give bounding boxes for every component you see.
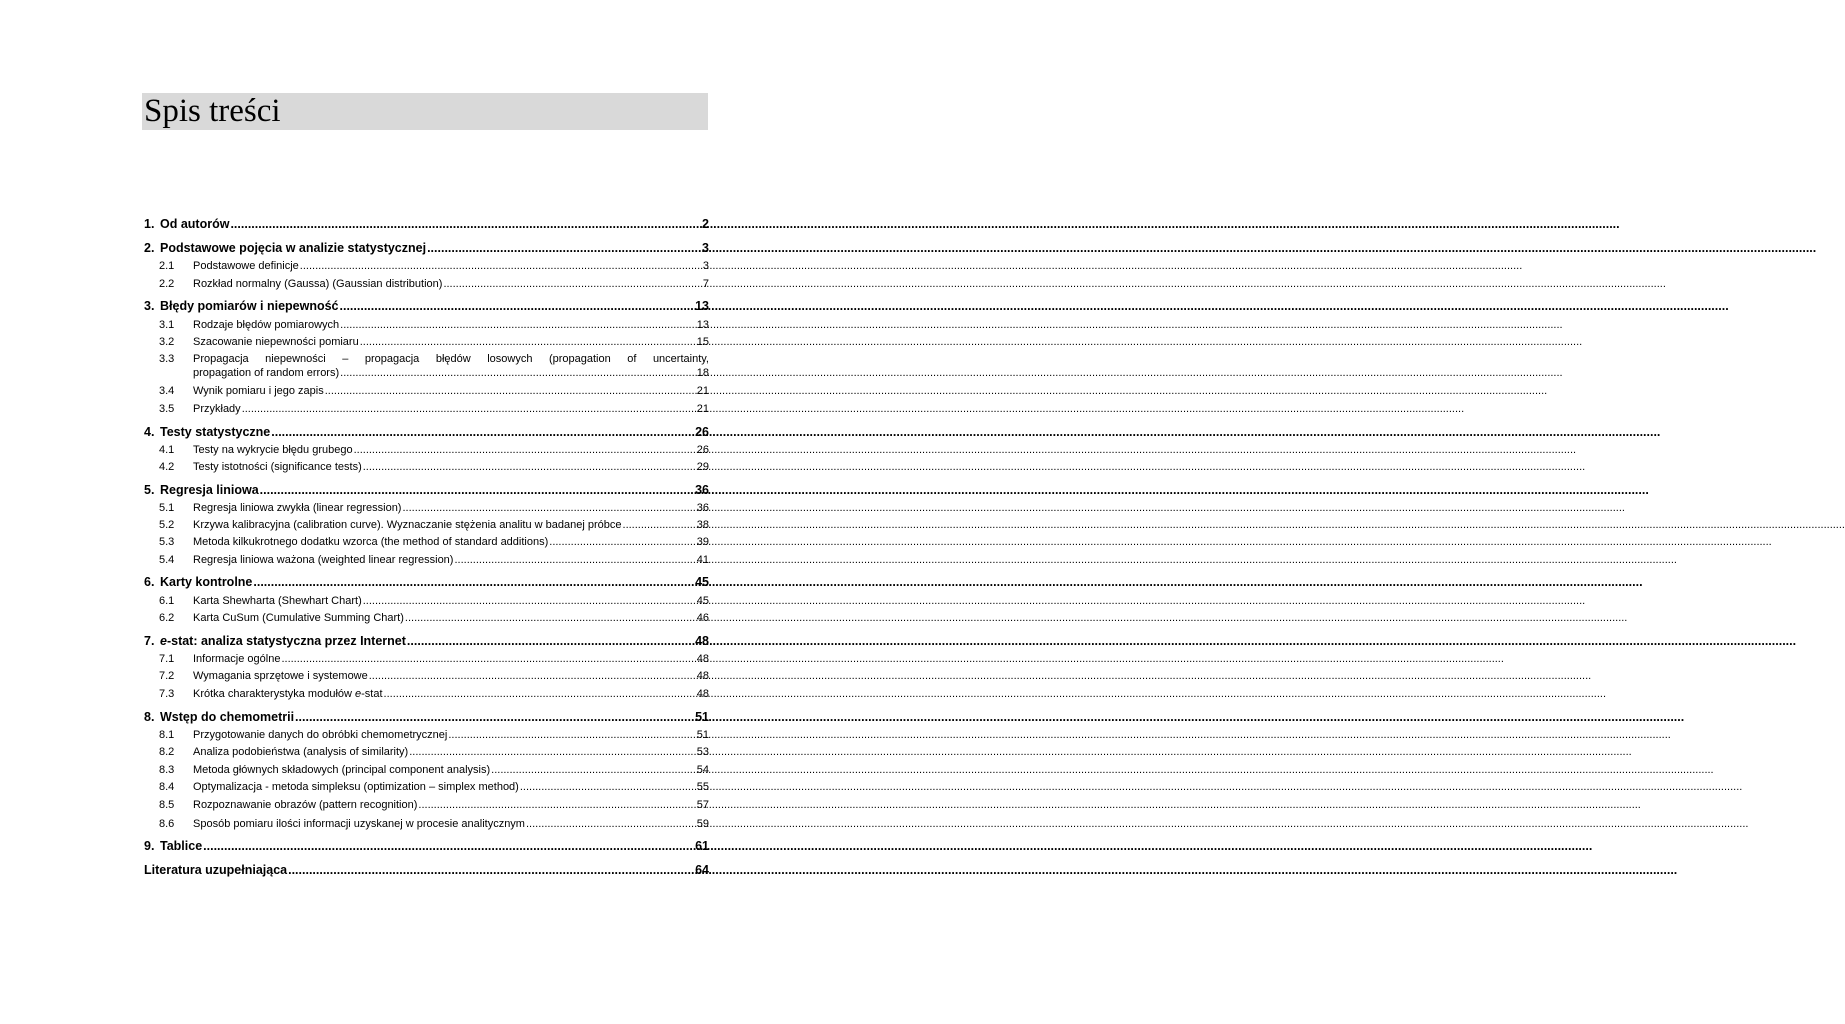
- toc-number: 5.3: [159, 536, 175, 548]
- toc-page: 54: [696, 764, 709, 776]
- toc-title-rest: -stat: analiza statystyczna przez Internet: [166, 634, 406, 648]
- toc-title-line2: propagation of random errors): [193, 367, 340, 379]
- toc-title: Szacowanie niepewności pomiaru: [193, 336, 359, 348]
- toc-title: [160, 634, 406, 649]
- toc-page: 29: [696, 461, 709, 473]
- toc-number: 5.: [144, 483, 155, 497]
- toc-title: Podstawowe definicje: [193, 260, 299, 272]
- toc-page: 36: [695, 483, 709, 497]
- toc-section-6-2[interactable]: [144, 612, 709, 625]
- toc-section-7-1[interactable]: [144, 653, 709, 666]
- toc-leader: [454, 554, 695, 567]
- toc-number: 5.1: [159, 502, 175, 514]
- toc-number: 5.2: [159, 519, 175, 531]
- toc-number: 1.: [144, 217, 155, 231]
- toc-title: Wymagania sprzętowe i systemowe: [193, 670, 368, 682]
- toc-number: 7.3: [159, 688, 175, 700]
- toc-section-8-5[interactable]: [144, 799, 709, 812]
- toc-leader: [340, 367, 696, 380]
- toc-title: Karta CuSum (Cumulative Summing Chart): [193, 612, 404, 624]
- toc-page: 46: [696, 612, 709, 624]
- toc-section-4-1[interactable]: [144, 444, 709, 457]
- toc-section-5-4[interactable]: [144, 554, 709, 567]
- toc-leader: [418, 799, 695, 812]
- toc-section-4-2[interactable]: [144, 461, 709, 474]
- toc-page: 55: [696, 781, 709, 793]
- toc-page: 21: [696, 385, 709, 397]
- toc-title: Regresja liniowa zwykła (linear regression): [193, 502, 402, 514]
- toc-number: 8.5: [159, 799, 175, 811]
- toc-leader: [623, 519, 696, 532]
- toc-title: Przykłady: [193, 403, 241, 415]
- toc-page: 45: [695, 575, 709, 589]
- toc-title: Testy istotności (significance tests): [193, 461, 362, 473]
- toc-leader: [354, 444, 696, 457]
- toc-page: 36: [696, 502, 709, 514]
- toc-title: Rodzaje błędów pomiarowych: [193, 319, 340, 331]
- toc-leader: [369, 670, 696, 683]
- toc-page: 48: [695, 634, 709, 648]
- toc-number: 3.5: [159, 403, 175, 415]
- toc-page: 57: [696, 799, 709, 811]
- toc-page: 48: [696, 670, 709, 682]
- toc-number: 7.2: [159, 670, 175, 682]
- toc-chapter-3[interactable]: [144, 299, 709, 314]
- toc-section-8-2[interactable]: [144, 746, 709, 759]
- toc-title: Optymalizacja - metoda simpleksu (optimization – simplex method): [193, 781, 519, 793]
- toc-number: 2.2: [159, 278, 175, 290]
- toc-leader: [300, 260, 702, 273]
- toc-title: Metoda głównych składowych (principal component analysis): [193, 764, 491, 776]
- toc-leader: [340, 299, 695, 314]
- toc-section-3-2[interactable]: [144, 336, 709, 349]
- toc-page: 51: [695, 710, 709, 724]
- toc-title-line1: Propagacja niepewności – propagacja błędów losowych (propagation of uncertainty,: [193, 353, 709, 365]
- toc-number: 3.4: [159, 385, 175, 397]
- toc-leader: [405, 612, 696, 625]
- toc-number: 2.1: [159, 260, 175, 272]
- toc-section-8-3[interactable]: [144, 764, 709, 777]
- toc-title: Literatura uzupełniająca: [144, 863, 288, 877]
- toc-title: [193, 688, 383, 701]
- toc-page: 7: [702, 278, 709, 290]
- toc-page: 21: [696, 403, 709, 415]
- toc-title: Regresja liniowa: [160, 483, 259, 497]
- toc-number: 8.3: [159, 764, 175, 776]
- toc-section-3-4[interactable]: [144, 385, 709, 398]
- toc-number: 6.: [144, 575, 155, 589]
- toc-page: 59: [696, 818, 709, 830]
- toc-page: 53: [696, 746, 709, 758]
- toc-literature[interactable]: [144, 863, 709, 878]
- toc-page: 3: [702, 241, 709, 255]
- toc-chapter-7[interactable]: [144, 634, 709, 649]
- toc-title: Testy statystyczne: [160, 425, 271, 439]
- toc-number: 3.1: [159, 319, 175, 331]
- toc-leader: [443, 278, 701, 291]
- toc-leader: [288, 863, 694, 878]
- toc-title: Testy na wykrycie błędu grubego: [193, 444, 353, 456]
- toc-number: 6.1: [159, 595, 175, 607]
- toc-page: 48: [696, 688, 709, 700]
- toc-title-italic: e: [355, 688, 362, 700]
- toc-section-7-3[interactable]: [144, 688, 709, 701]
- toc-section-6-1[interactable]: [144, 595, 709, 608]
- toc-title: Rozkład normalny (Gaussa) (Gaussian distribution): [193, 278, 443, 290]
- toc-page: 13: [696, 319, 709, 331]
- toc-title: Informacje ogólne: [193, 653, 281, 665]
- toc-title: Błędy pomiarów i niepewność: [160, 299, 339, 313]
- toc-page: 18: [696, 367, 709, 379]
- toc-title: Regresja liniowa ważona (weighted linear regression): [193, 554, 454, 566]
- toc-leader: [230, 217, 701, 232]
- toc-leader: [242, 403, 696, 416]
- toc-leader: [203, 839, 694, 854]
- toc-title: Tablice: [160, 839, 203, 853]
- toc-chapter-6[interactable]: [144, 575, 709, 590]
- toc-page: 26: [696, 444, 709, 456]
- toc-leader: [427, 241, 701, 256]
- toc-number: 9.: [144, 839, 155, 853]
- toc-leader: [295, 710, 694, 725]
- toc-page: 15: [696, 336, 709, 348]
- toc-number: 8.2: [159, 746, 175, 758]
- toc-leader: [325, 385, 696, 398]
- toc-leader: [253, 575, 694, 590]
- toc-leader: [340, 319, 696, 332]
- toc-title: Karty kontrolne: [160, 575, 253, 589]
- toc-number: 8.1: [159, 729, 175, 741]
- toc-title: Rozpoznawanie obrazów (pattern recognition): [193, 799, 418, 811]
- toc-section-2-1[interactable]: [144, 260, 709, 273]
- toc-number: 7.1: [159, 653, 175, 665]
- toc-leader: [526, 818, 696, 831]
- toc-chapter-9[interactable]: [144, 839, 709, 854]
- toc-page: 48: [696, 653, 709, 665]
- toc-leader: [520, 781, 696, 794]
- toc-chapter-5[interactable]: [144, 483, 709, 498]
- toc-section-5-1[interactable]: [144, 502, 709, 515]
- toc-leader: [407, 634, 694, 649]
- toc-leader: [281, 653, 695, 666]
- toc-leader: [448, 729, 695, 742]
- toc-leader: [409, 746, 696, 759]
- toc-leader: [549, 536, 695, 549]
- toc-page: 13: [695, 299, 709, 313]
- toc-number: 5.4: [159, 554, 175, 566]
- toc-section-2-2[interactable]: [144, 278, 709, 291]
- toc-number: 6.2: [159, 612, 175, 624]
- toc-section-3-3-cont[interactable]: [144, 367, 709, 380]
- toc-number: 4.1: [159, 444, 175, 456]
- toc-page: 38: [696, 519, 709, 531]
- toc-number: 8.6: [159, 818, 175, 830]
- toc-section-3-5[interactable]: [144, 403, 709, 416]
- toc-section-8-1[interactable]: [144, 729, 709, 742]
- toc-title-end: -stat: [361, 688, 383, 700]
- toc-title-italic: e: [160, 634, 167, 648]
- toc-leader: [360, 336, 696, 349]
- page-title: Spis treści: [144, 93, 281, 129]
- toc-page: 41: [696, 554, 709, 566]
- toc-leader: [491, 764, 696, 777]
- toc-title: Wynik pomiaru i jego zapis: [193, 385, 324, 397]
- toc-number: 3.: [144, 299, 155, 313]
- toc-chapter-1[interactable]: [144, 217, 709, 232]
- toc-number: 4.: [144, 425, 155, 439]
- toc-title: Metoda kilkukrotnego dodatku wzorca (the method of standard additions): [193, 536, 549, 548]
- toc-title: Od autorów: [160, 217, 230, 231]
- toc-page: 64: [695, 863, 709, 877]
- toc-title: Analiza podobieństwa (analysis of similarity): [193, 746, 409, 758]
- toc-leader: [363, 595, 696, 608]
- toc-number: 2.: [144, 241, 155, 255]
- toc-section-8-4[interactable]: [144, 781, 709, 794]
- toc-number: 3.3: [159, 353, 175, 365]
- toc-title-start: Krótka charakterystyka modułów: [193, 688, 356, 700]
- toc-title: Przygotowanie danych do obróbki chemometrycznej: [193, 729, 448, 741]
- toc-leader: [402, 502, 695, 515]
- toc-title: Podstawowe pojęcia w analizie statystycznej: [160, 241, 427, 255]
- toc-number: 4.2: [159, 461, 175, 473]
- toc-section-5-3[interactable]: [144, 536, 709, 549]
- toc-chapter-4[interactable]: [144, 425, 709, 440]
- toc-chapter-8[interactable]: [144, 710, 709, 725]
- toc-number: 7.: [144, 634, 155, 648]
- toc-page: 26: [695, 425, 709, 439]
- toc-section-7-2[interactable]: [144, 670, 709, 683]
- toc-page: 39: [696, 536, 709, 548]
- toc-leader: [363, 461, 696, 474]
- toc-title: Krzywa kalibracyjna (calibration curve). Wyznaczanie stężenia analitu w badanej próbce: [193, 519, 622, 531]
- toc-chapter-2[interactable]: [144, 241, 709, 256]
- toc-title: Karta Shewharta (Shewhart Chart): [193, 595, 362, 607]
- toc-title: Sposób pomiaru ilości informacji uzyskanej w procesie analitycznym: [193, 818, 525, 830]
- toc-page: 2: [702, 217, 709, 231]
- toc-section-5-2[interactable]: [144, 519, 709, 532]
- toc-section-3-1[interactable]: [144, 319, 709, 332]
- toc-leader: [271, 425, 694, 440]
- toc-page: 45: [696, 595, 709, 607]
- toc-number: 3.2: [159, 336, 175, 348]
- toc-page: 51: [696, 729, 709, 741]
- toc-leader: [260, 483, 694, 498]
- toc-number: 8.: [144, 710, 155, 724]
- toc-leader: [384, 688, 696, 701]
- toc-section-8-6[interactable]: [144, 818, 709, 831]
- toc-page: 3: [702, 260, 709, 272]
- toc-number: 8.4: [159, 781, 175, 793]
- toc-page: 61: [695, 839, 709, 853]
- toc-title: Wstęp do chemometrii: [160, 710, 295, 724]
